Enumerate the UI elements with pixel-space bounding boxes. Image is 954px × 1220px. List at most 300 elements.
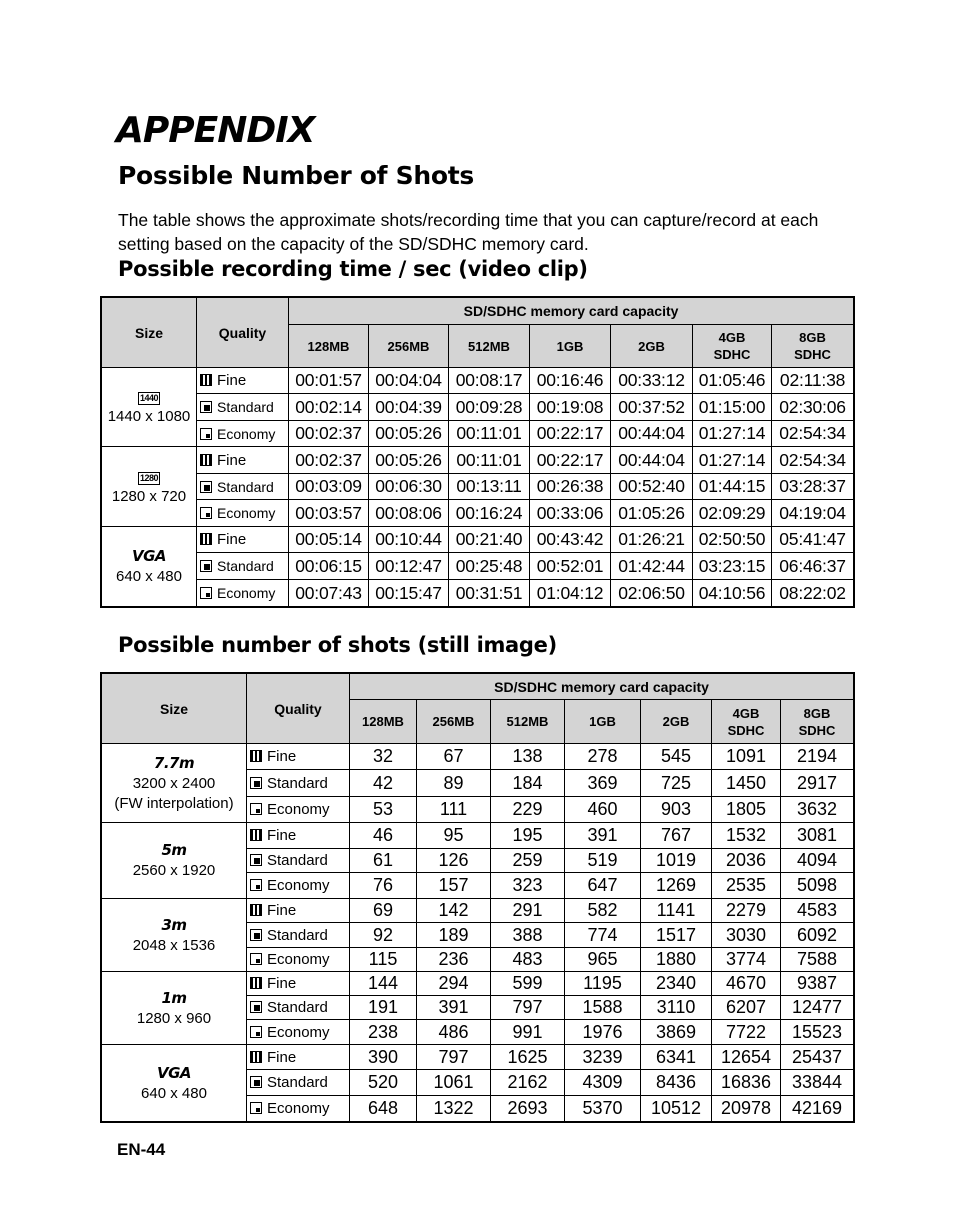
value-cell: 725	[641, 770, 712, 797]
quality-eco-icon	[250, 879, 262, 891]
value-cell: 647	[565, 873, 641, 899]
resolution-icon: 7.7m	[153, 753, 195, 772]
value-cell: 1517	[641, 923, 712, 948]
value-cell: 7588	[781, 948, 854, 972]
quality-cell	[247, 996, 350, 1020]
value-cell: 582	[565, 899, 641, 923]
value-cell: 89	[417, 770, 491, 797]
capacity-column-header: 256MB	[417, 700, 491, 744]
quality-cell	[247, 849, 350, 873]
value-cell: 2693	[491, 1096, 565, 1122]
value-cell: 01:05:26	[611, 500, 693, 527]
quality-label: Standard	[267, 852, 328, 869]
value-cell: 00:25:48	[449, 553, 530, 580]
value-cell: 1061	[417, 1070, 491, 1096]
value-cell: 144	[350, 972, 417, 996]
resolution-label: 1440 x 1080	[107, 408, 191, 425]
value-cell: 1195	[565, 972, 641, 996]
value-cell: 02:54:34	[772, 421, 854, 447]
quality-eco-icon	[250, 803, 262, 815]
size-cell	[102, 447, 197, 527]
quality-label: Fine	[267, 975, 297, 992]
capacity-column-header: 128MB	[289, 325, 369, 368]
quality-cell	[197, 421, 289, 447]
resolution-label: 1280 x 960	[136, 1009, 212, 1027]
value-cell: 1805	[712, 797, 781, 823]
value-cell: 04:19:04	[772, 500, 854, 527]
value-cell: 391	[565, 823, 641, 849]
quality-cell	[247, 873, 350, 899]
value-cell: 00:10:44	[369, 527, 449, 553]
resolution-note: (FW interpolation)	[114, 794, 234, 812]
quality-cell	[247, 972, 350, 996]
quality-label: Economy	[267, 1100, 330, 1117]
value-cell: 3081	[781, 823, 854, 849]
quality-fine-icon	[250, 977, 262, 989]
value-cell: 00:02:37	[289, 421, 369, 447]
value-cell: 189	[417, 923, 491, 948]
value-cell: 02:50:50	[693, 527, 772, 553]
value-cell: 1450	[712, 770, 781, 797]
quality-cell	[197, 553, 289, 580]
quality-fine-icon	[250, 1051, 262, 1063]
quality-label: Fine	[267, 827, 297, 844]
capacity-column-header: 8GB SDHC	[772, 325, 854, 368]
size-cell	[102, 972, 247, 1045]
value-cell: 03:28:37	[772, 474, 854, 500]
value-cell: 00:02:14	[289, 394, 369, 421]
quality-label: Economy	[217, 505, 276, 521]
value-cell: 7722	[712, 1020, 781, 1045]
table-row	[102, 394, 854, 421]
value-cell: 02:30:06	[772, 394, 854, 421]
value-cell: 4670	[712, 972, 781, 996]
value-cell: 00:06:30	[369, 474, 449, 500]
value-cell: 111	[417, 797, 491, 823]
value-cell: 6341	[641, 1045, 712, 1070]
capacity-column-header: 8GB SDHC	[781, 700, 854, 744]
quality-label: Fine	[217, 372, 247, 389]
quality-cell	[247, 1070, 350, 1096]
quality-cell	[247, 1045, 350, 1070]
resolution-icon: 3m	[161, 915, 187, 934]
value-cell: 69	[350, 899, 417, 923]
value-cell: 294	[417, 972, 491, 996]
value-cell: 369	[565, 770, 641, 797]
page-title: APPENDIX	[116, 110, 315, 151]
value-cell: 236	[417, 948, 491, 972]
quality-label: Standard	[267, 999, 328, 1016]
value-cell: 1091	[712, 744, 781, 770]
capacity-column-header: 2GB	[611, 325, 693, 368]
quality-cell	[197, 394, 289, 421]
table-row	[102, 899, 854, 923]
value-cell: 01:15:00	[693, 394, 772, 421]
quality-cell	[197, 474, 289, 500]
quality-cell	[247, 923, 350, 948]
capacity-column-header: 256MB	[369, 325, 449, 368]
value-cell: 00:33:06	[530, 500, 611, 527]
value-cell: 00:03:57	[289, 500, 369, 527]
value-cell: 00:11:01	[449, 447, 530, 474]
quality-cell	[197, 580, 289, 607]
value-cell: 4583	[781, 899, 854, 923]
quality-eco-icon	[200, 507, 212, 519]
quality-cell	[247, 797, 350, 823]
quality-label: Fine	[267, 1048, 297, 1066]
size-header: Size	[102, 298, 197, 368]
resolution-label: 640 x 480	[141, 1084, 207, 1102]
value-cell: 00:16:46	[530, 368, 611, 394]
value-cell: 486	[417, 1020, 491, 1045]
page-number: EN-44	[117, 1140, 166, 1159]
value-cell: 00:03:09	[289, 474, 369, 500]
value-cell: 00:11:01	[449, 421, 530, 447]
value-cell: 10512	[641, 1096, 712, 1122]
value-cell: 1880	[641, 948, 712, 972]
value-cell: 1588	[565, 996, 641, 1020]
quality-cell	[247, 744, 350, 770]
value-cell: 1269	[641, 873, 712, 899]
size-cell	[102, 527, 197, 607]
table-row	[102, 447, 854, 474]
value-cell: 1625	[491, 1045, 565, 1070]
value-cell: 05:41:47	[772, 527, 854, 553]
quality-std-icon	[250, 929, 262, 941]
still-shots-table	[101, 673, 854, 1122]
value-cell: 5370	[565, 1096, 641, 1122]
resolution-icon: VGA	[131, 547, 167, 565]
table-row	[102, 744, 854, 770]
quality-label: Economy	[217, 425, 276, 442]
value-cell: 61	[350, 849, 417, 873]
value-cell: 00:33:12	[611, 368, 693, 394]
value-cell: 599	[491, 972, 565, 996]
value-cell: 3869	[641, 1020, 712, 1045]
value-cell: 797	[491, 996, 565, 1020]
value-cell: 01:27:14	[693, 421, 772, 447]
table-row	[102, 823, 854, 849]
resolution-icon: 1440	[139, 393, 159, 403]
value-cell: 00:31:51	[449, 580, 530, 607]
quality-cell	[197, 527, 289, 553]
value-cell: 00:06:15	[289, 553, 369, 580]
quality-label: Standard	[217, 399, 274, 415]
value-cell: 2279	[712, 899, 781, 923]
value-cell: 391	[417, 996, 491, 1020]
value-cell: 01:04:12	[530, 580, 611, 607]
value-cell: 08:22:02	[772, 580, 854, 607]
value-cell: 01:05:46	[693, 368, 772, 394]
value-cell: 95	[417, 823, 491, 849]
section-title: Possible Number of Shots	[118, 161, 474, 190]
resolution-icon: 1280	[139, 472, 159, 483]
value-cell: 797	[417, 1045, 491, 1070]
value-cell: 46	[350, 823, 417, 849]
capacity-column-header: 512MB	[449, 325, 530, 368]
value-cell: 00:13:11	[449, 474, 530, 500]
value-cell: 9387	[781, 972, 854, 996]
value-cell: 00:04:39	[369, 394, 449, 421]
value-cell: 4094	[781, 849, 854, 873]
value-cell: 00:09:28	[449, 394, 530, 421]
value-cell: 259	[491, 849, 565, 873]
intro-paragraph: The table shows the approximate shots/recording time that you can capture/record at each setting based on the capacity of the SD/SDHC memory card.	[118, 210, 819, 254]
size-cell	[102, 1045, 247, 1122]
value-cell: 774	[565, 923, 641, 948]
quality-std-icon	[200, 401, 212, 413]
quality-label: Fine	[217, 531, 247, 548]
quality-cell	[197, 368, 289, 394]
quality-cell	[197, 500, 289, 527]
quality-eco-icon	[250, 1102, 262, 1114]
value-cell: 67	[417, 744, 491, 770]
value-cell: 03:23:15	[693, 553, 772, 580]
value-cell: 2340	[641, 972, 712, 996]
value-cell: 20978	[712, 1096, 781, 1122]
value-cell: 2535	[712, 873, 781, 899]
value-cell: 00:43:42	[530, 527, 611, 553]
value-cell: 00:12:47	[369, 553, 449, 580]
quality-label: Standard	[267, 774, 328, 792]
quality-label: Economy	[267, 877, 330, 894]
value-cell: 02:11:38	[772, 368, 854, 394]
value-cell: 00:05:26	[369, 421, 449, 447]
quality-cell	[197, 447, 289, 474]
value-cell: 1976	[565, 1020, 641, 1045]
quality-fine-icon	[250, 829, 262, 841]
value-cell: 53	[350, 797, 417, 823]
quality-eco-icon	[200, 587, 212, 599]
value-cell: 3774	[712, 948, 781, 972]
table-row	[102, 972, 854, 996]
value-cell: 00:08:06	[369, 500, 449, 527]
quality-fine-icon	[200, 454, 212, 466]
value-cell: 00:16:24	[449, 500, 530, 527]
value-cell: 02:09:29	[693, 500, 772, 527]
quality-label: Standard	[217, 558, 274, 574]
quality-std-icon	[250, 1076, 262, 1088]
quality-label: Economy	[267, 951, 330, 968]
resolution-label: 2048 x 1536	[132, 936, 216, 954]
value-cell: 00:52:40	[611, 474, 693, 500]
video-recording-table	[101, 297, 854, 607]
value-cell: 00:01:57	[289, 368, 369, 394]
value-cell: 92	[350, 923, 417, 948]
value-cell: 01:26:21	[611, 527, 693, 553]
value-cell: 15523	[781, 1020, 854, 1045]
resolution-label: 3200 x 2400	[132, 774, 216, 792]
value-cell: 142	[417, 899, 491, 923]
value-cell: 00:37:52	[611, 394, 693, 421]
still-heading: Possible number of shots (still image)	[118, 633, 557, 657]
quality-header: Quality	[197, 298, 289, 368]
value-cell: 2162	[491, 1070, 565, 1096]
value-cell: 191	[350, 996, 417, 1020]
value-cell: 157	[417, 873, 491, 899]
value-cell: 903	[641, 797, 712, 823]
value-cell: 00:26:38	[530, 474, 611, 500]
table-row	[102, 553, 854, 580]
size-cell	[102, 744, 247, 823]
value-cell: 184	[491, 770, 565, 797]
value-cell: 33844	[781, 1070, 854, 1096]
quality-label: Economy	[267, 1023, 330, 1041]
resolution-icon: 1m	[161, 988, 187, 1007]
capacity-column-header: 512MB	[491, 700, 565, 744]
quality-std-icon	[250, 777, 262, 789]
value-cell: 388	[491, 923, 565, 948]
table-row	[102, 527, 854, 553]
value-cell: 01:44:15	[693, 474, 772, 500]
value-cell: 291	[491, 899, 565, 923]
quality-cell	[247, 1020, 350, 1045]
value-cell: 00:02:37	[289, 447, 369, 474]
value-cell: 126	[417, 849, 491, 873]
value-cell: 1141	[641, 899, 712, 923]
value-cell: 1532	[712, 823, 781, 849]
value-cell: 76	[350, 873, 417, 899]
value-cell: 00:07:43	[289, 580, 369, 607]
quality-cell	[247, 948, 350, 972]
value-cell: 00:05:14	[289, 527, 369, 553]
value-cell: 06:46:37	[772, 553, 854, 580]
resolution-icon: 5m	[161, 841, 187, 859]
quality-cell	[247, 899, 350, 923]
capacity-column-header: 4GB SDHC	[693, 325, 772, 368]
value-cell: 648	[350, 1096, 417, 1122]
value-cell: 8436	[641, 1070, 712, 1096]
quality-cell	[247, 1096, 350, 1122]
capacity-column-header: 1GB	[530, 325, 611, 368]
resolution-label: 640 x 480	[116, 568, 182, 585]
video-heading: Possible recording time / sec (video clip)	[118, 257, 588, 281]
value-cell: 01:27:14	[693, 447, 772, 474]
size-cell	[102, 368, 197, 447]
value-cell: 965	[565, 948, 641, 972]
value-cell: 42	[350, 770, 417, 797]
size-cell	[102, 823, 247, 899]
capacity-column-header: 2GB	[641, 700, 712, 744]
value-cell: 02:54:34	[772, 447, 854, 474]
table-row	[102, 421, 854, 447]
quality-label: Standard	[217, 478, 274, 495]
table-row	[102, 500, 854, 527]
resolution-label: 1280 x 720	[111, 487, 187, 505]
value-cell: 02:06:50	[611, 580, 693, 607]
value-cell: 12477	[781, 996, 854, 1020]
quality-std-icon	[200, 481, 212, 493]
quality-eco-icon	[250, 953, 262, 965]
value-cell: 238	[350, 1020, 417, 1045]
capacity-header: SD/SDHC memory card capacity	[289, 298, 854, 325]
value-cell: 483	[491, 948, 565, 972]
quality-std-icon	[250, 1001, 262, 1013]
quality-cell	[247, 823, 350, 849]
quality-label: Economy	[267, 801, 330, 818]
quality-label: Standard	[267, 926, 328, 944]
resolution-icon: VGA	[156, 1063, 192, 1082]
value-cell: 390	[350, 1045, 417, 1070]
quality-fine-icon	[250, 750, 262, 762]
value-cell: 229	[491, 797, 565, 823]
value-cell: 00:22:17	[530, 447, 611, 474]
value-cell: 138	[491, 744, 565, 770]
value-cell: 00:52:01	[530, 553, 611, 580]
quality-fine-icon	[250, 904, 262, 916]
quality-eco-icon	[200, 428, 212, 440]
value-cell: 1019	[641, 849, 712, 873]
capacity-header: SD/SDHC memory card capacity	[350, 674, 854, 700]
value-cell: 00:05:26	[369, 447, 449, 474]
value-cell: 00:15:47	[369, 580, 449, 607]
quality-label: Fine	[267, 748, 297, 765]
value-cell: 195	[491, 823, 565, 849]
value-cell: 115	[350, 948, 417, 972]
value-cell: 3030	[712, 923, 781, 948]
quality-label: Standard	[267, 1074, 328, 1091]
value-cell: 00:44:04	[611, 447, 693, 474]
value-cell: 12654	[712, 1045, 781, 1070]
value-cell: 3110	[641, 996, 712, 1020]
value-cell: 1322	[417, 1096, 491, 1122]
value-cell: 00:19:08	[530, 394, 611, 421]
value-cell: 00:21:40	[449, 527, 530, 553]
value-cell: 04:10:56	[693, 580, 772, 607]
value-cell: 991	[491, 1020, 565, 1045]
value-cell: 3632	[781, 797, 854, 823]
value-cell: 323	[491, 873, 565, 899]
value-cell: 460	[565, 797, 641, 823]
value-cell: 6092	[781, 923, 854, 948]
capacity-column-header: 1GB	[565, 700, 641, 744]
value-cell: 4309	[565, 1070, 641, 1096]
table-row	[102, 368, 854, 394]
value-cell: 2917	[781, 770, 854, 797]
value-cell: 00:44:04	[611, 421, 693, 447]
quality-std-icon	[200, 560, 212, 572]
value-cell: 3239	[565, 1045, 641, 1070]
capacity-column-header: 4GB SDHC	[712, 700, 781, 744]
value-cell: 2194	[781, 744, 854, 770]
quality-fine-icon	[200, 533, 212, 545]
value-cell: 2036	[712, 849, 781, 873]
value-cell: 278	[565, 744, 641, 770]
quality-label: Fine	[217, 451, 247, 469]
size-header: Size	[102, 674, 247, 744]
table-row	[102, 580, 854, 607]
value-cell: 520	[350, 1070, 417, 1096]
value-cell: 32	[350, 744, 417, 770]
value-cell: 6207	[712, 996, 781, 1020]
value-cell: 00:08:17	[449, 368, 530, 394]
quality-label: Fine	[267, 902, 297, 919]
resolution-label: 2560 x 1920	[132, 862, 216, 879]
value-cell: 01:42:44	[611, 553, 693, 580]
quality-eco-icon	[250, 1026, 262, 1038]
value-cell: 16836	[712, 1070, 781, 1096]
value-cell: 545	[641, 744, 712, 770]
quality-header: Quality	[247, 674, 350, 744]
value-cell: 00:04:04	[369, 368, 449, 394]
quality-std-icon	[250, 854, 262, 866]
table-row	[102, 474, 854, 500]
capacity-column-header: 128MB	[350, 700, 417, 744]
value-cell: 25437	[781, 1045, 854, 1070]
quality-fine-icon	[200, 374, 212, 386]
value-cell: 5098	[781, 873, 854, 899]
value-cell: 00:22:17	[530, 421, 611, 447]
